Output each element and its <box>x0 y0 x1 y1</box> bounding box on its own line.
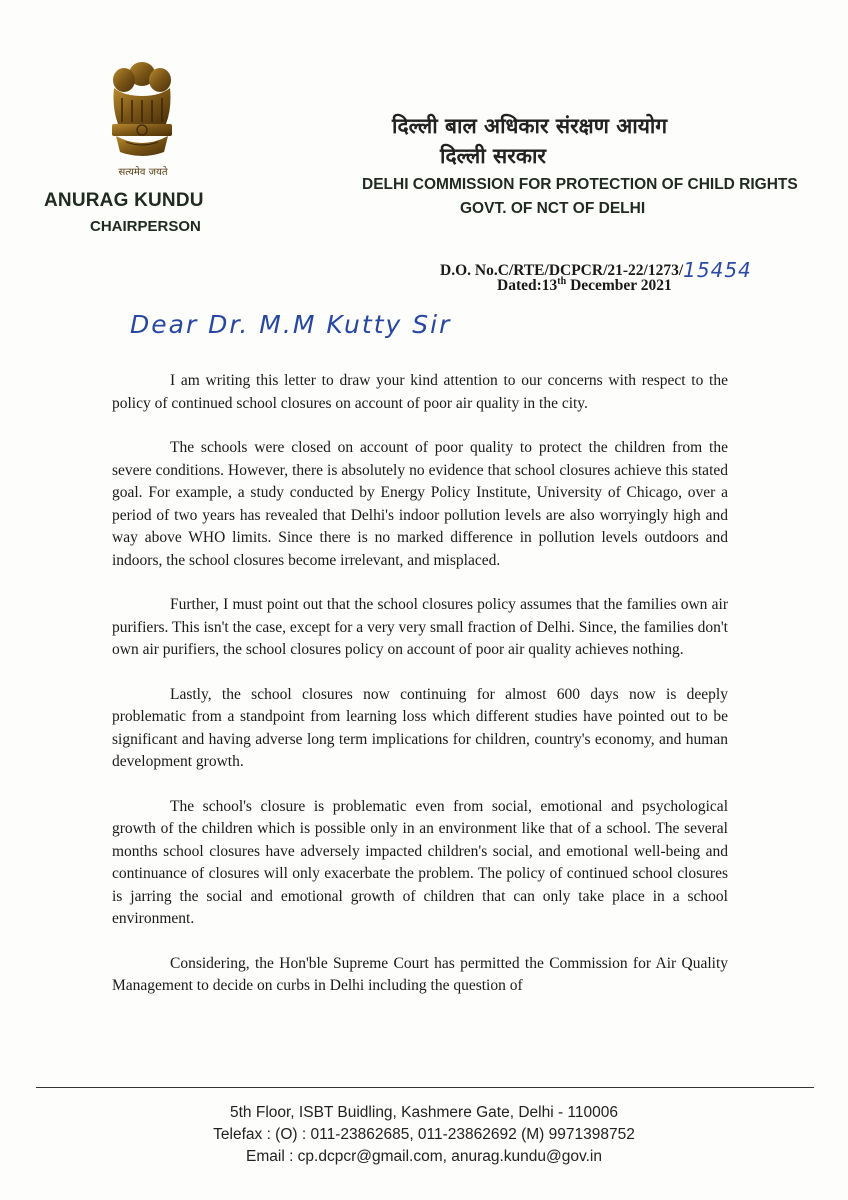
footer-email: Email : cp.dcpcr@gmail.com, anurag.kundu@gov.in <box>246 1148 602 1165</box>
govt-name-hindi: दिल्ली सरकार <box>440 144 546 168</box>
paragraph: Lastly, the school closures now continuing for almost 600 days now is deeply problematic from a standpoint from learning loss which different studies have pointed out to be significant and having adverse long term implications for children, country's economy, and human development growth. <box>112 685 728 770</box>
handwritten-number: 15454 <box>683 258 752 282</box>
sender-title: CHAIRPERSON <box>90 218 201 235</box>
footer-telefax: Telefax : (O) : 011-23862685, 011-23862692 (M) 9971398752 <box>213 1126 635 1143</box>
do-number: D.O. No.C/RTE/DCPCR/21-22/1273/ <box>440 262 684 279</box>
letter-body <box>112 370 728 1020</box>
paragraph: Considering, the Hon'ble Supreme Court has permitted the Commission for Air Quality Management to decide on curbs in Delhi including the question of <box>112 954 728 994</box>
emblem-motto: सत्यमेव जयते <box>118 167 168 178</box>
sender-name: ANURAG KUNDU <box>44 190 204 211</box>
date-prefix: Dated:13 <box>497 277 558 295</box>
footer-address: 5th Floor, ISBT Buidling, Kashmere Gate, Delhi - 110006 <box>230 1104 618 1121</box>
paragraph: The school's closure is problematic even from social, emotional and psychological growth of the children which is possible only in an environment like that of a school. The several months school closures have adversely impacted children's social, and emotional well-being and continuance of closures will only exacerbate the problem. The policy of continued school closures is jarring the social and emotional growth of children that can only take place in a school environment. <box>112 797 728 927</box>
org-name: DELHI COMMISSION FOR PROTECTION OF CHILD RIGHTS <box>362 176 798 193</box>
paragraph: I am writing this letter to draw your kind attention to our concerns with respect to the policy of continued school closures on account of poor air quality in the city. <box>112 372 728 412</box>
lion-capital-icon <box>104 58 180 170</box>
handwritten-salutation: Dear Dr. M.M Kutty Sir <box>130 310 452 339</box>
date-suffix: December 2021 <box>566 277 672 295</box>
date-ordinal: th <box>557 276 567 287</box>
org-name-hindi: दिल्ली बाल अधिकार संरक्षण आयोग <box>392 114 668 138</box>
paragraph: Further, I must point out that the school closures policy assumes that the families own air purifiers. This isn't the case, except for a very very small fraction of Delhi. Since, the families don't own air purifiers, the school closures policy on account of poor air quality achieves nothing. <box>112 596 728 658</box>
footer-divider <box>36 1087 814 1088</box>
letter-date <box>497 276 672 295</box>
paragraph: The schools were closed on account of poor quality to protect the children from the severe conditions. However, there is absolutely no evidence that school closures achieve this stated goal. For example, a study conducted by Energy Policy Institute, University of Chicago, over a period of two years has revealed that Delhi's indoor pollution levels are also worryingly high and way above WHO limits. Since there is no marked difference in pollution levels outdoors and indoors, the school closures become irrelevant, and misplaced. <box>112 439 728 569</box>
govt-name: GOVT. OF NCT OF DELHI <box>460 200 646 217</box>
